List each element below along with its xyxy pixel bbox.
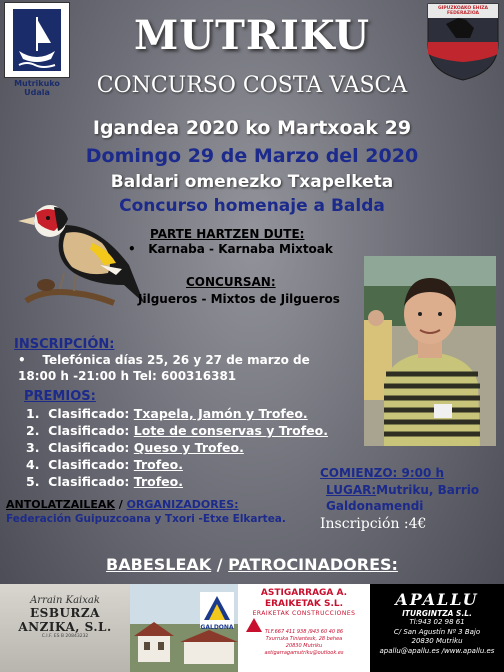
participants-text bbox=[128, 242, 333, 256]
sponsor-astigarraga-sub: ERAIKETAK CONSTRUCCIONES bbox=[252, 610, 356, 617]
sponsor-galdona bbox=[130, 584, 238, 672]
participants-value: Karnaba - Karnaba Mixtoak bbox=[148, 242, 333, 256]
galdona-label: GALDONA bbox=[200, 624, 234, 631]
sponsor-apallu-addr: C/ San Agustín Nº 3 Bajo bbox=[393, 627, 481, 636]
list-item: 4. Clasificado: Trofeo. bbox=[26, 457, 183, 472]
bullet: • bbox=[18, 353, 26, 367]
sponsor-apallu-sub: ITURGINTZA S.L. bbox=[402, 609, 472, 618]
sponsor-astigarraga-email: astigarragamutriku@outlook.es bbox=[264, 650, 344, 656]
sponsor-esburza-name: ESBURZA ANZIKA, S.L. bbox=[18, 606, 112, 634]
sponsor-esburza bbox=[0, 584, 130, 672]
list-item: 3. Clasificado: Queso y Trofeo. bbox=[26, 440, 244, 455]
registration-text bbox=[18, 352, 348, 384]
sponsor-astigarraga-name: ASTIGARRAGA A. ERAIKETAK S.L. bbox=[260, 588, 348, 609]
participants-heading: PARTE HARTZEN DUTE: bbox=[150, 227, 305, 241]
concursan-heading: CONCURSAN: bbox=[186, 275, 276, 289]
homage-spanish: Concurso homenaje a Balda bbox=[119, 196, 385, 216]
page-subtitle: CONCURSO COSTA VASCA bbox=[96, 73, 408, 98]
sponsor-astigarraga bbox=[238, 584, 370, 672]
sponsor-astigarraga-city: 20830 Mutriku bbox=[285, 643, 323, 649]
sponsor-apallu-web: apallu@apallu.es /www.apallu.es bbox=[379, 646, 495, 655]
shield-text: GIPUZKOAKO EHIZA FEDERAZIOA bbox=[438, 6, 488, 16]
concursan-text: Jilgueros - Mixtos de Jilgueros bbox=[138, 292, 340, 306]
location-value: Mutriku, Barrio Galdonamendi bbox=[326, 483, 480, 513]
homage-basque: Baldari omenezko Txapelketa bbox=[110, 172, 394, 192]
left-logo-caption: Mutrikuko Udala bbox=[14, 79, 60, 97]
crane-icon bbox=[244, 616, 264, 634]
list-item: 2. Clasificado: Lote de conservas y Trofeo. bbox=[26, 423, 328, 438]
start-time: COMIENZO: 9:00 h bbox=[320, 466, 445, 480]
list-item: 1. Clasificado: Txapela, Jamón y Trofeo. bbox=[26, 406, 308, 421]
sponsor-astigarraga-tel: TLF.667 411 938 /943 60 40 86 bbox=[264, 629, 344, 635]
organizers-text: Federación Guipuzcoana y Txori -Etxe Elkartea. bbox=[6, 513, 286, 525]
sponsor-astigarraga-addr: Txurruka Tiniantesk, 28 behea bbox=[265, 636, 343, 642]
prizes-list bbox=[26, 405, 328, 490]
registration-value: Telefónica días 25, 26 y 27 de marzo de 18:00 h -21:00 h Tel: 600316381 bbox=[18, 353, 310, 383]
sponsor-apallu bbox=[370, 584, 504, 672]
prizes-heading: PREMIOS: bbox=[24, 389, 96, 404]
list-item: 5. Clasificado: Trofeo. bbox=[26, 474, 183, 489]
date-basque: Igandea 2020 ko Martxoak 29 bbox=[92, 117, 412, 139]
sponsor-apallu-name: APALLU bbox=[395, 590, 479, 609]
registration-fee: Inscripción :4€ bbox=[320, 516, 427, 532]
sponsor-apallu-city: 20830 Mutriku bbox=[411, 637, 463, 645]
location-label: LUGAR: bbox=[326, 483, 377, 497]
honoree-photo bbox=[364, 256, 496, 446]
date-spanish: Domingo 29 de Marzo del 2020 bbox=[85, 145, 419, 167]
bullet: • bbox=[128, 242, 136, 256]
registration-heading: INSCRIPCIÓN: bbox=[14, 337, 115, 352]
page-title: MUTRIKU bbox=[133, 12, 371, 59]
organizers-heading: ANTOLATZAILEAK / ORGANIZADORES: bbox=[6, 498, 239, 511]
sponsor-esburza-line1: Arrain Kaixak bbox=[30, 595, 100, 606]
sponsor-apallu-tel: Tl:943 02 98 61 bbox=[409, 618, 465, 626]
sponsor-esburza-cif: C.I.F. ES B 20843232 bbox=[41, 634, 89, 639]
sponsors-heading: BABESLEAK / PATROCINADORES: bbox=[106, 555, 398, 574]
location bbox=[326, 482, 502, 514]
